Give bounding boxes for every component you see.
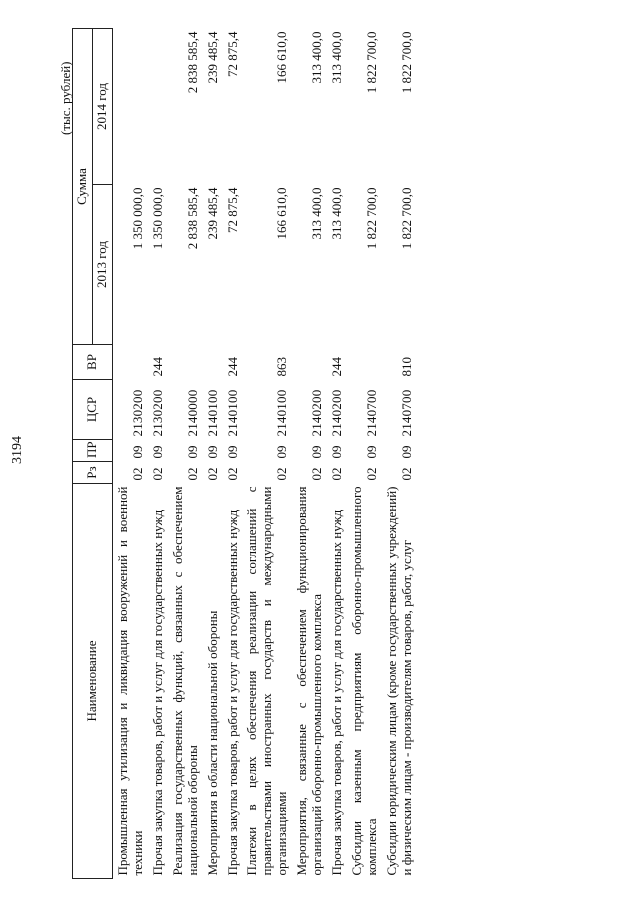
row-sum-2014: 72 875,4 [224, 31, 240, 77]
row-pr: 09 [309, 445, 325, 459]
row-sum-2014: 1 822 700,0 [364, 31, 379, 94]
row-rz: 02 [329, 467, 345, 481]
row-rz: 02 [204, 467, 220, 481]
header-name: Наименование [73, 484, 113, 879]
row-sum-2013: 1 822 700,0 [398, 187, 414, 250]
page-number: 3194 [10, 436, 25, 464]
row-vr: 244 [224, 357, 240, 377]
table-row [327, 29, 347, 879]
row-csr: 2130200 [129, 389, 145, 437]
row-rz: 02 [224, 467, 240, 481]
header-2014: 2014 год [92, 29, 112, 185]
row-name: Субсидии юридическим лицам (кроме государственных учреждений) и физическим лицам - производителям товаров, работ, услуг [383, 486, 414, 876]
row-name: Мероприятия в области национальной обороны [204, 610, 220, 876]
row-rz: 02 [398, 467, 414, 481]
row-vr [168, 345, 203, 380]
header-pr: ПР [73, 440, 113, 462]
row-csr: 2140000 [184, 389, 200, 437]
row-csr: 2130200 [149, 389, 165, 437]
table-header [73, 29, 113, 879]
row-name: Промышленная утилизация и ликвидация вооружений и военной техники [114, 486, 145, 876]
header-rz: Рз [73, 462, 113, 484]
row-sum-2013: 72 875,4 [224, 187, 240, 233]
row-pr: 09 [274, 445, 290, 459]
row-pr: 09 [224, 445, 240, 459]
row-rz: 02 [309, 467, 325, 481]
table-row [112, 29, 147, 879]
table-row [242, 29, 292, 879]
row-rz: 02 [364, 467, 379, 481]
row-csr: 2140100 [204, 389, 220, 437]
row-vr: 810 [398, 357, 414, 377]
row-vr: 244 [329, 357, 345, 377]
row-sum-2013: 313 400,0 [329, 187, 345, 240]
row-vr [347, 345, 382, 380]
row-csr: 2140200 [329, 389, 345, 437]
table-row [292, 29, 327, 879]
header-sum: Сумма [73, 29, 93, 345]
row-csr: 2140700 [364, 389, 379, 437]
row-rz: 02 [184, 467, 200, 481]
row-rz: 02 [274, 467, 290, 481]
row-csr: 2140100 [274, 389, 290, 437]
row-csr: 2140700 [398, 389, 414, 437]
row-vr: 244 [149, 357, 165, 377]
row-name: Прочая закупка товаров, работ и услуг для государственных нужд [149, 509, 165, 876]
header-vr: ВР [73, 345, 113, 380]
row-sum-2013: 166 610,0 [274, 187, 290, 240]
row-sum-2013: 1 822 700,0 [364, 187, 379, 250]
row-sum-2014 [112, 29, 147, 185]
row-pr: 09 [204, 445, 220, 459]
units-label: (тыс. рублей) [58, 61, 73, 135]
table-row [223, 29, 243, 879]
row-sum-2014: 1 822 700,0 [398, 31, 414, 94]
row-pr: 09 [129, 445, 145, 459]
row-vr [203, 345, 223, 380]
table-row [203, 29, 223, 879]
row-sum-2013: 1 350 000,0 [149, 187, 165, 250]
header-csr: ЦСР [73, 380, 113, 440]
row-sum-2014: 239 485,4 [204, 31, 220, 84]
row-sum-2013: 2 838 585,4 [184, 187, 200, 250]
row-sum-2014 [148, 29, 168, 185]
budget-table [72, 28, 417, 879]
row-vr [292, 345, 327, 380]
row-sum-2013: 313 400,0 [309, 187, 325, 240]
row-sum-2013: 1 350 000,0 [129, 187, 145, 250]
row-sum-2014: 313 400,0 [309, 31, 325, 84]
row-vr: 863 [274, 357, 290, 377]
row-pr: 09 [329, 445, 345, 459]
row-name: Платежи в целях обеспечения реализации соглашений с правительствами иностранных государств и международными организациями [244, 486, 290, 876]
row-pr: 09 [184, 445, 200, 459]
row-pr: 09 [364, 445, 379, 459]
table-row [347, 29, 382, 879]
row-name: Реализация государственных функций, связанных с обеспечением национальной обороны [169, 486, 200, 876]
row-rz: 02 [129, 467, 145, 481]
row-pr: 09 [398, 445, 414, 459]
table-row [168, 29, 203, 879]
row-name: Мероприятия, связанные с обеспечением функционирования организаций оборонно-промышленного комплекса [294, 486, 325, 876]
row-pr: 09 [149, 445, 165, 459]
header-2013: 2013 год [92, 185, 112, 345]
table-body [112, 29, 416, 879]
row-sum-2014: 313 400,0 [329, 31, 345, 84]
row-name: Прочая закупка товаров, работ и услуг для государственных нужд [224, 509, 240, 876]
row-name: Субсидии казенным предприятиям оборонно-промышленного комплекса [349, 486, 379, 876]
row-sum-2013: 239 485,4 [204, 187, 220, 240]
row-csr: 2140100 [224, 389, 240, 437]
row-sum-2014: 166 610,0 [274, 31, 290, 84]
row-sum-2014: 2 838 585,4 [184, 31, 200, 94]
row-rz: 02 [149, 467, 165, 481]
table-row [382, 29, 417, 879]
table-row [148, 29, 168, 879]
row-csr: 2140200 [309, 389, 325, 437]
row-vr [112, 345, 147, 380]
row-name: Прочая закупка товаров, работ и услуг для государственных нужд [329, 509, 345, 876]
